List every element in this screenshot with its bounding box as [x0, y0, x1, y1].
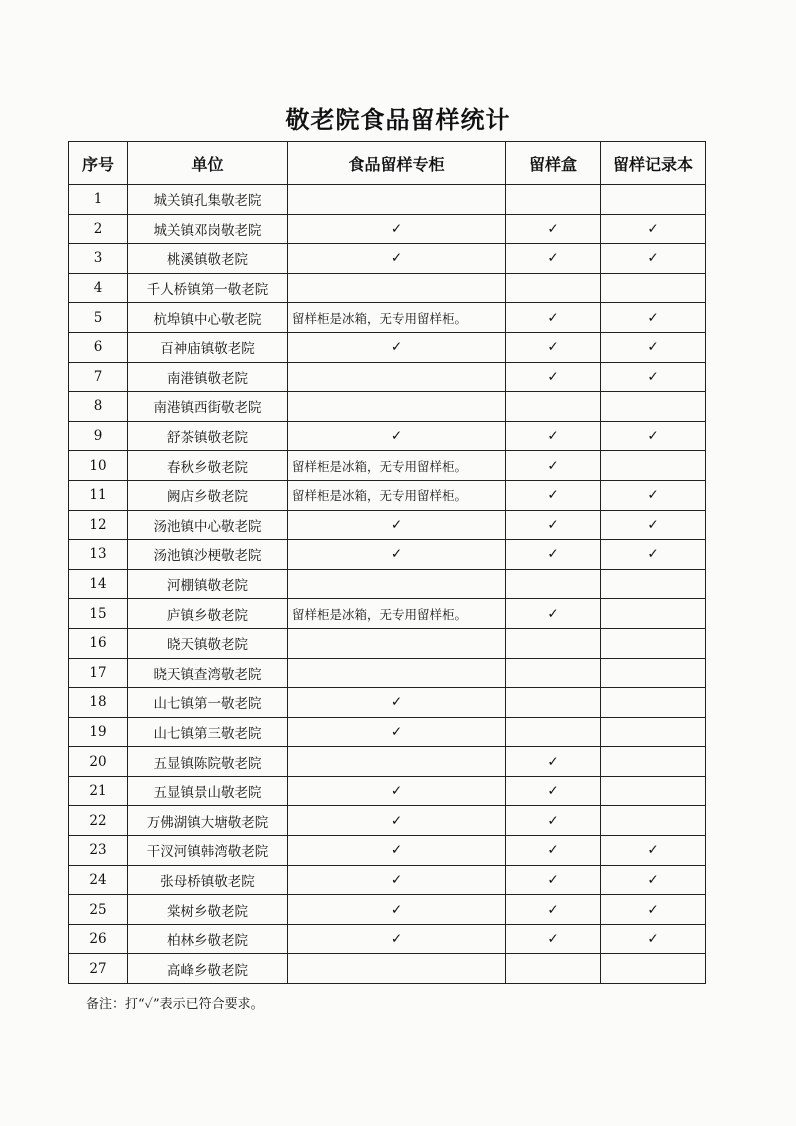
table-row [69, 895, 706, 925]
record-book-cell: ✓ [601, 244, 706, 274]
food-cabinet-cell [288, 954, 506, 984]
unit-name: 汤池镇沙梗敬老院 [128, 540, 288, 570]
unit-name: 高峰乡敬老院 [128, 954, 288, 984]
sample-box-cell: ✓ [506, 214, 601, 244]
row-number: 16 [69, 628, 128, 658]
row-number: 8 [69, 392, 128, 422]
table-row [69, 362, 706, 392]
table-row [69, 510, 706, 540]
row-number: 20 [69, 747, 128, 777]
record-book-cell: ✓ [601, 214, 706, 244]
sample-box-cell: ✓ [506, 599, 601, 629]
table-header-row [69, 142, 706, 185]
row-number: 18 [69, 688, 128, 718]
food-cabinet-cell [288, 185, 506, 215]
unit-name: 千人桥镇第一敬老院 [128, 273, 288, 303]
table-row [69, 954, 706, 984]
unit-name: 阙店乡敬老院 [128, 480, 288, 510]
table-row [69, 214, 706, 244]
table-row [69, 924, 706, 954]
food-cabinet-cell: ✓ [288, 244, 506, 274]
record-book-cell [601, 273, 706, 303]
unit-name: 五显镇陈院敬老院 [128, 747, 288, 777]
food-cabinet-cell: 留样柜是冰箱，无专用留样柜。 [288, 303, 506, 333]
row-number: 15 [69, 599, 128, 629]
food-cabinet-cell: ✓ [288, 776, 506, 806]
table-row [69, 244, 706, 274]
table-row [69, 303, 706, 333]
sample-box-cell: ✓ [506, 510, 601, 540]
row-number: 27 [69, 954, 128, 984]
sample-box-cell: ✓ [506, 836, 601, 866]
food-cabinet-cell [288, 628, 506, 658]
sample-box-cell: ✓ [506, 244, 601, 274]
table-row [69, 480, 706, 510]
unit-name: 舒茶镇敬老院 [128, 421, 288, 451]
col-header-no: 序号 [69, 142, 128, 185]
unit-name: 晓天镇敬老院 [128, 628, 288, 658]
unit-name: 张母桥镇敬老院 [128, 865, 288, 895]
record-book-cell [601, 658, 706, 688]
row-number: 13 [69, 540, 128, 570]
record-book-cell: ✓ [601, 362, 706, 392]
row-number: 14 [69, 569, 128, 599]
row-number: 11 [69, 480, 128, 510]
unit-name: 城关镇孔集敬老院 [128, 185, 288, 215]
unit-name: 南港镇西街敬老院 [128, 392, 288, 422]
col-header-record: 留样记录本 [601, 142, 706, 185]
sample-box-cell [506, 185, 601, 215]
record-book-cell [601, 717, 706, 747]
food-cabinet-cell: 留样柜是冰箱，无专用留样柜。 [288, 451, 506, 481]
unit-name: 城关镇邓岗敬老院 [128, 214, 288, 244]
row-number: 21 [69, 776, 128, 806]
table-row [69, 599, 706, 629]
table-row [69, 185, 706, 215]
record-book-cell [601, 954, 706, 984]
row-number: 2 [69, 214, 128, 244]
food-cabinet-cell: ✓ [288, 924, 506, 954]
table-row [69, 421, 706, 451]
food-cabinet-cell: ✓ [288, 836, 506, 866]
unit-name: 山七镇第一敬老院 [128, 688, 288, 718]
unit-name: 杭埠镇中心敬老院 [128, 303, 288, 333]
table-row [69, 569, 706, 599]
table-row [69, 865, 706, 895]
record-book-cell [601, 806, 706, 836]
food-cabinet-cell [288, 569, 506, 599]
sample-box-cell [506, 392, 601, 422]
record-book-cell [601, 688, 706, 718]
record-book-cell: ✓ [601, 836, 706, 866]
unit-name: 柏林乡敬老院 [128, 924, 288, 954]
table-row [69, 540, 706, 570]
unit-name: 棠树乡敬老院 [128, 895, 288, 925]
record-book-cell [601, 628, 706, 658]
unit-name: 万佛湖镇大塘敬老院 [128, 806, 288, 836]
row-number: 1 [69, 185, 128, 215]
sample-box-cell: ✓ [506, 540, 601, 570]
table-row [69, 806, 706, 836]
food-cabinet-cell [288, 747, 506, 777]
table-row [69, 332, 706, 362]
record-book-cell [601, 599, 706, 629]
record-book-cell [601, 185, 706, 215]
sample-box-cell: ✓ [506, 806, 601, 836]
row-number: 9 [69, 421, 128, 451]
record-book-cell: ✓ [601, 332, 706, 362]
record-book-cell [601, 747, 706, 777]
sample-box-cell: ✓ [506, 332, 601, 362]
row-number: 7 [69, 362, 128, 392]
row-number: 24 [69, 865, 128, 895]
record-book-cell: ✓ [601, 924, 706, 954]
record-book-cell: ✓ [601, 895, 706, 925]
row-number: 19 [69, 717, 128, 747]
row-number: 25 [69, 895, 128, 925]
food-cabinet-cell: ✓ [288, 421, 506, 451]
food-cabinet-cell: ✓ [288, 717, 506, 747]
food-cabinet-cell: ✓ [288, 806, 506, 836]
record-book-cell: ✓ [601, 510, 706, 540]
row-number: 22 [69, 806, 128, 836]
row-number: 10 [69, 451, 128, 481]
sample-box-cell [506, 569, 601, 599]
sample-box-cell: ✓ [506, 747, 601, 777]
table-row [69, 658, 706, 688]
record-book-cell: ✓ [601, 540, 706, 570]
sample-box-cell: ✓ [506, 895, 601, 925]
page-title: 敬老院食品留样统计 [285, 106, 511, 134]
row-number: 3 [69, 244, 128, 274]
table-row [69, 688, 706, 718]
food-cabinet-cell: 留样柜是冰箱，无专用留样柜。 [288, 480, 506, 510]
food-cabinet-cell: ✓ [288, 214, 506, 244]
food-cabinet-cell: ✓ [288, 510, 506, 540]
sample-box-cell: ✓ [506, 451, 601, 481]
food-cabinet-cell [288, 658, 506, 688]
row-number: 4 [69, 273, 128, 303]
sample-box-cell: ✓ [506, 924, 601, 954]
sample-box-cell [506, 954, 601, 984]
table-row [69, 717, 706, 747]
food-cabinet-cell: ✓ [288, 688, 506, 718]
unit-name: 山七镇第三敬老院 [128, 717, 288, 747]
unit-name: 五显镇景山敬老院 [128, 776, 288, 806]
food-cabinet-cell: ✓ [288, 895, 506, 925]
food-cabinet-cell: ✓ [288, 540, 506, 570]
record-book-cell [601, 569, 706, 599]
food-cabinet-cell [288, 392, 506, 422]
row-number: 12 [69, 510, 128, 540]
table-row [69, 776, 706, 806]
col-header-cabinet: 食品留样专柜 [288, 142, 506, 185]
sample-box-cell: ✓ [506, 421, 601, 451]
sample-box-cell: ✓ [506, 303, 601, 333]
stats-table [68, 141, 706, 984]
table-row [69, 747, 706, 777]
row-number: 17 [69, 658, 128, 688]
col-header-box: 留样盒 [506, 142, 601, 185]
row-number: 26 [69, 924, 128, 954]
table-row [69, 451, 706, 481]
record-book-cell: ✓ [601, 480, 706, 510]
table-row [69, 392, 706, 422]
col-header-unit: 单位 [128, 142, 288, 185]
food-cabinet-cell [288, 362, 506, 392]
sample-box-cell: ✓ [506, 865, 601, 895]
food-cabinet-cell: ✓ [288, 865, 506, 895]
food-cabinet-cell [288, 273, 506, 303]
sample-box-cell [506, 628, 601, 658]
unit-name: 桃溪镇敬老院 [128, 244, 288, 274]
sample-box-cell [506, 717, 601, 747]
sample-box-cell: ✓ [506, 362, 601, 392]
table-row [69, 836, 706, 866]
row-number: 23 [69, 836, 128, 866]
food-cabinet-cell: ✓ [288, 332, 506, 362]
unit-name: 南港镇敬老院 [128, 362, 288, 392]
sample-box-cell [506, 688, 601, 718]
row-number: 5 [69, 303, 128, 333]
unit-name: 庐镇乡敬老院 [128, 599, 288, 629]
unit-name: 干汊河镇韩湾敬老院 [128, 836, 288, 866]
table-row [69, 628, 706, 658]
footnote: 备注：打“✓”表示已符合要求。 [86, 997, 264, 1012]
unit-name: 春秋乡敬老院 [128, 451, 288, 481]
record-book-cell: ✓ [601, 865, 706, 895]
sample-box-cell: ✓ [506, 776, 601, 806]
food-cabinet-cell: 留样柜是冰箱，无专用留样柜。 [288, 599, 506, 629]
record-book-cell: ✓ [601, 303, 706, 333]
sample-box-cell [506, 658, 601, 688]
unit-name: 晓天镇查湾敬老院 [128, 658, 288, 688]
record-book-cell: ✓ [601, 421, 706, 451]
sample-box-cell: ✓ [506, 480, 601, 510]
record-book-cell [601, 776, 706, 806]
sample-box-cell [506, 273, 601, 303]
unit-name: 河棚镇敬老院 [128, 569, 288, 599]
row-number: 6 [69, 332, 128, 362]
record-book-cell [601, 451, 706, 481]
table-row [69, 273, 706, 303]
unit-name: 汤池镇中心敬老院 [128, 510, 288, 540]
unit-name: 百神庙镇敬老院 [128, 332, 288, 362]
record-book-cell [601, 392, 706, 422]
